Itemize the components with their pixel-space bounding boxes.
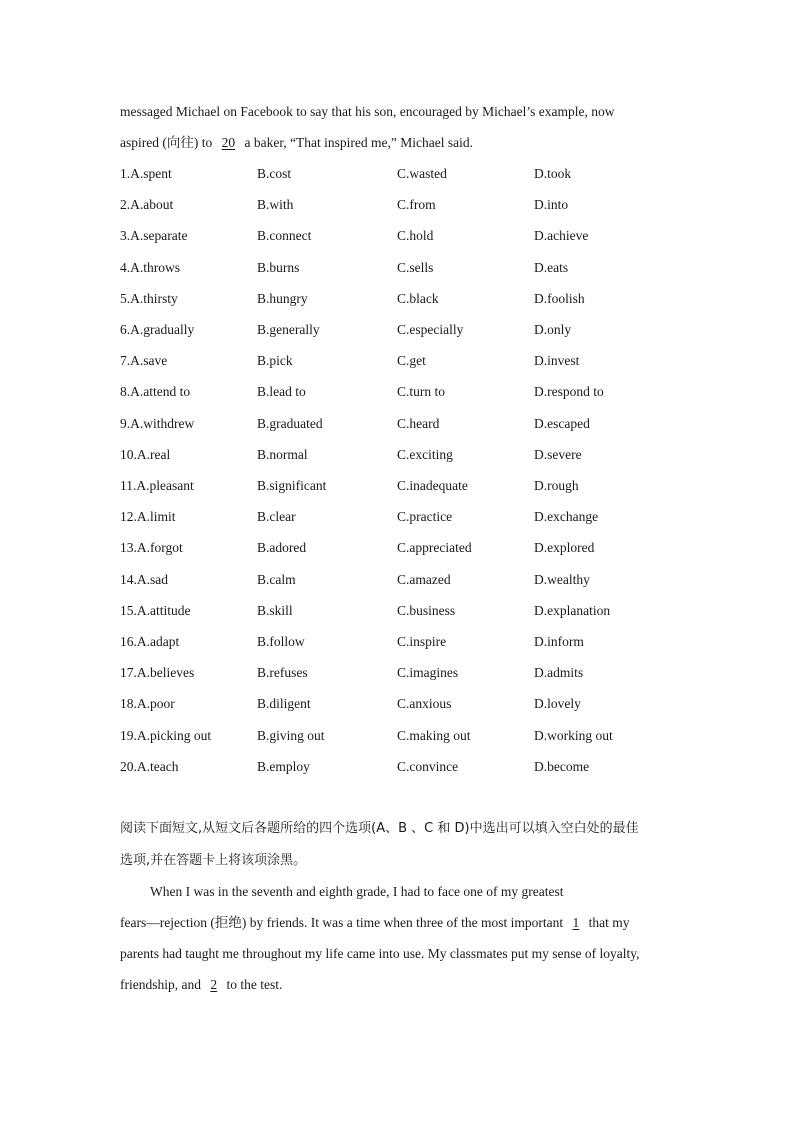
passage-line (120, 914, 630, 932)
question-row (120, 571, 680, 589)
option-c: C.wasted (397, 166, 447, 181)
option-b: B.normal (257, 447, 308, 462)
option-c: C.black (397, 291, 439, 306)
question-row (120, 539, 680, 557)
option-a: 9.A.withdrew (120, 416, 195, 431)
option-a: 14.A.sad (120, 572, 168, 587)
question-row (120, 165, 680, 183)
option-c: C.exciting (397, 447, 453, 462)
instructions-text: 阅读下面短文,从短文后各题所给的四个选项(A、B 、C 和 D)中选出可以填入空白处的最佳 (120, 821, 639, 836)
passage-text: messaged Michael on Facebook to say that his son, encouraged by Michael’s example, now (120, 104, 615, 119)
instructions-line (120, 820, 639, 838)
question-row (120, 633, 680, 651)
passage-line (150, 883, 563, 901)
passage-text: friendship, and (120, 977, 205, 992)
passage-text: When I was in the seventh and eighth grade, I had to face one of my greatest (150, 884, 564, 899)
option-a: 16.A.adapt (120, 634, 180, 649)
question-row (120, 508, 680, 526)
option-d: D.inform (534, 634, 584, 649)
option-a: 13.A.forgot (120, 540, 183, 555)
question-row (120, 321, 680, 339)
answer-blank: 2 (210, 977, 218, 992)
passage-line (120, 103, 615, 121)
option-b: B.calm (257, 572, 296, 587)
option-c: C.imagines (397, 665, 459, 680)
option-d: D.respond to (534, 384, 604, 399)
option-d: D.rough (534, 478, 579, 493)
option-d: D.severe (534, 447, 582, 462)
option-b: B.employ (257, 759, 310, 774)
option-c: C.inspire (397, 634, 447, 649)
question-row (120, 695, 680, 713)
option-c: C.appreciated (397, 540, 472, 555)
answer-blank: 20 (221, 135, 236, 150)
question-row (120, 383, 680, 401)
question-row (120, 446, 680, 464)
question-row (120, 415, 680, 433)
option-d: D.explored (534, 540, 595, 555)
option-a: 17.A.believes (120, 665, 195, 680)
option-b: B.diligent (257, 696, 311, 711)
option-c: C.anxious (397, 696, 452, 711)
option-b: B.clear (257, 509, 296, 524)
option-a: 5.A.thirsty (120, 291, 178, 306)
option-b: B.hungry (257, 291, 308, 306)
option-a: 11.A.pleasant (120, 478, 194, 493)
option-d: D.explanation (534, 603, 611, 618)
question-row (120, 602, 680, 620)
option-d: D.admits (534, 665, 584, 680)
passage-line (120, 945, 640, 963)
passage-text: fears—rejection (拒绝) by friends. It was a time when three of the most important (120, 915, 567, 930)
question-row (120, 290, 680, 308)
option-c: C.from (397, 197, 436, 212)
option-b: B.significant (257, 478, 327, 493)
option-a: 7.A.save (120, 353, 168, 368)
option-c: C.especially (397, 322, 464, 337)
option-b: B.refuses (257, 665, 308, 680)
instructions-text: 选项,并在答题卡上将该项涂黑。 (120, 853, 307, 868)
option-b: B.follow (257, 634, 305, 649)
option-c: C.hold (397, 228, 434, 243)
passage-text: to the test. (223, 977, 283, 992)
option-a: 15.A.attitude (120, 603, 191, 618)
option-d: D.achieve (534, 228, 589, 243)
passage-text: parents had taught me throughout my life came into use. My classmates put my sense of loyalty, (120, 946, 640, 961)
question-row (120, 196, 680, 214)
option-a: 19.A.picking out (120, 728, 212, 743)
option-b: B.generally (257, 322, 320, 337)
option-c: C.amazed (397, 572, 451, 587)
option-c: C.turn to (397, 384, 446, 399)
option-a: 18.A.poor (120, 696, 175, 711)
option-b: B.with (257, 197, 294, 212)
option-d: D.working out (534, 728, 613, 743)
option-d: D.exchange (534, 509, 599, 524)
instructions-line (120, 852, 306, 870)
option-d: D.become (534, 759, 590, 774)
question-row (120, 664, 680, 682)
question-row (120, 259, 680, 277)
option-c: C.inadequate (397, 478, 468, 493)
option-b: B.adored (257, 540, 307, 555)
option-d: D.wealthy (534, 572, 590, 587)
question-row (120, 758, 680, 776)
option-c: C.sells (397, 260, 434, 275)
option-b: B.burns (257, 260, 300, 275)
option-b: B.cost (257, 166, 292, 181)
option-a: 12.A.limit (120, 509, 176, 524)
option-d: D.only (534, 322, 572, 337)
option-d: D.took (534, 166, 572, 181)
option-d: D.invest (534, 353, 580, 368)
option-c: C.practice (397, 509, 453, 524)
option-a: 1.A.spent (120, 166, 172, 181)
passage-text: that my (585, 915, 630, 930)
passage-line (120, 976, 282, 994)
option-b: B.graduated (257, 416, 323, 431)
option-d: D.eats (534, 260, 569, 275)
option-c: C.get (397, 353, 426, 368)
option-c: C.business (397, 603, 456, 618)
option-b: B.giving out (257, 728, 325, 743)
question-row (120, 477, 680, 495)
passage-text: a baker, “That inspired me,” Michael said. (241, 135, 473, 150)
passage-text: aspired (向往) to (120, 135, 216, 150)
question-row (120, 352, 680, 370)
option-c: C.convince (397, 759, 459, 774)
option-a: 8.A.attend to (120, 384, 191, 399)
option-a: 3.A.separate (120, 228, 188, 243)
question-row (120, 227, 680, 245)
option-a: 2.A.about (120, 197, 174, 212)
passage-line (120, 134, 473, 152)
option-b: B.pick (257, 353, 293, 368)
option-c: C.heard (397, 416, 440, 431)
option-a: 6.A.gradually (120, 322, 195, 337)
option-d: D.into (534, 197, 569, 212)
option-d: D.escaped (534, 416, 590, 431)
option-a: 4.A.throws (120, 260, 180, 275)
option-d: D.foolish (534, 291, 585, 306)
option-a: 10.A.real (120, 447, 171, 462)
option-b: B.skill (257, 603, 293, 618)
answer-blank: 1 (572, 915, 580, 930)
option-d: D.lovely (534, 696, 581, 711)
option-b: B.lead to (257, 384, 306, 399)
question-row (120, 727, 680, 745)
option-c: C.making out (397, 728, 471, 743)
option-b: B.connect (257, 228, 312, 243)
option-a: 20.A.teach (120, 759, 179, 774)
